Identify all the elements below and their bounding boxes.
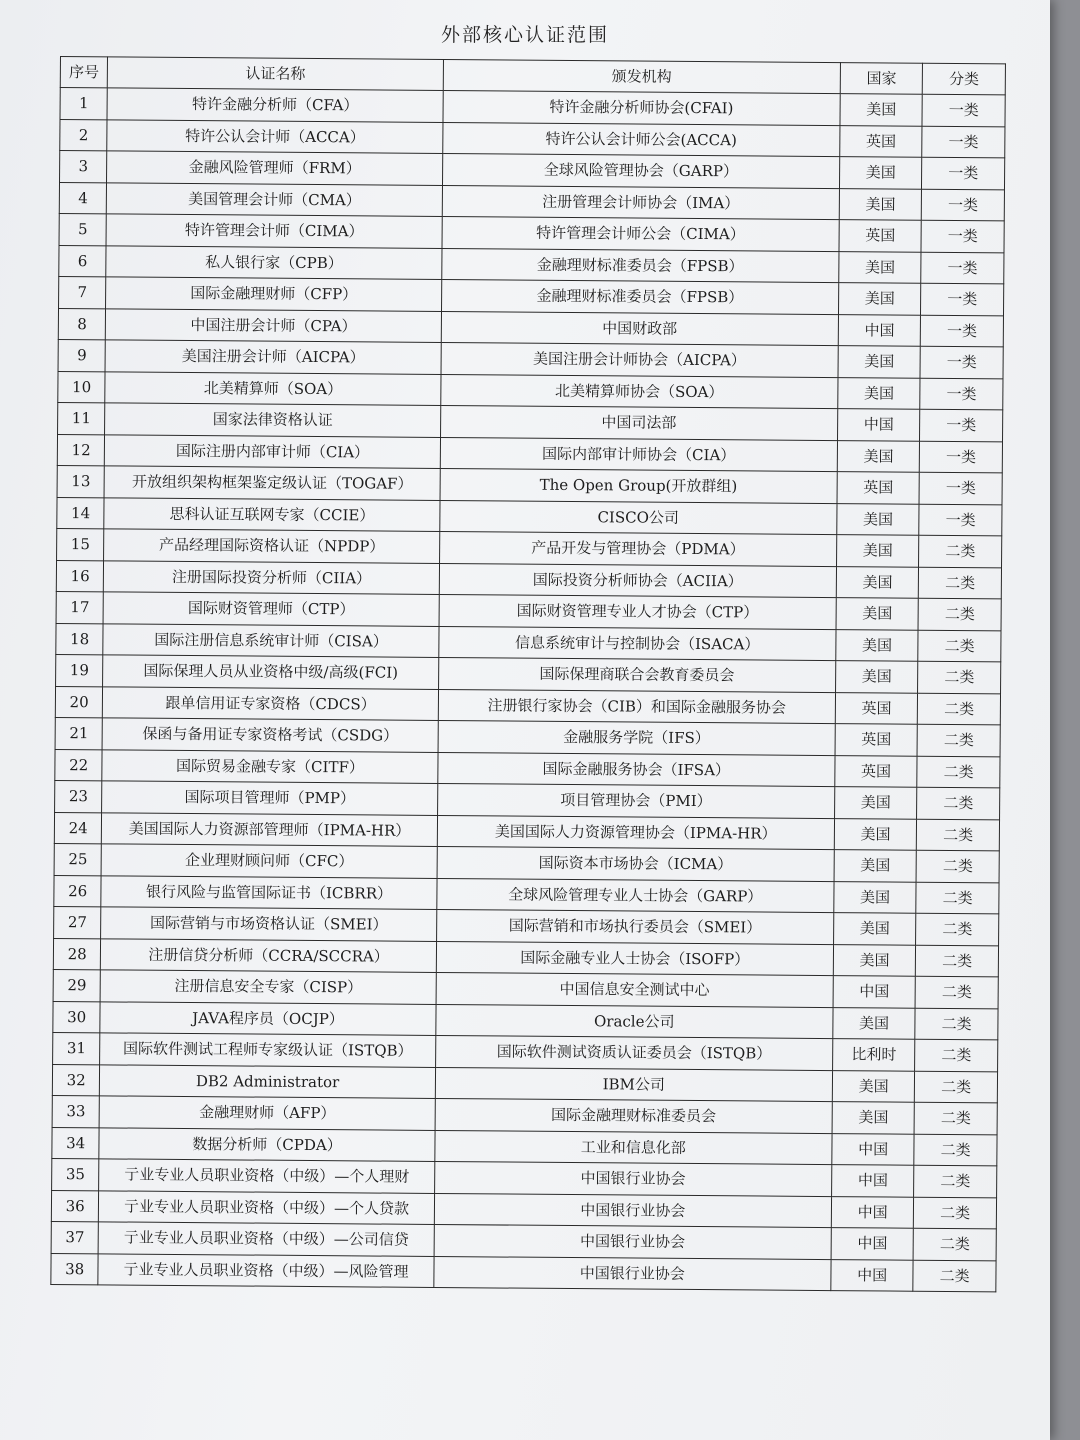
category: 二类 xyxy=(917,756,1000,788)
country: 英国 xyxy=(837,472,920,504)
cert-name: 美国国际人力资源部管理师（IPMA-HR） xyxy=(102,812,438,846)
cert-name: 跟单信用证专家资格（CDCS） xyxy=(103,686,439,720)
category: 二类 xyxy=(916,913,999,945)
country: 美国 xyxy=(838,377,921,409)
row-index: 10 xyxy=(58,371,106,403)
row-index: 18 xyxy=(56,623,104,655)
issuing-body: 中国银行业协会 xyxy=(434,1256,831,1291)
country: 美国 xyxy=(836,598,919,630)
category: 一类 xyxy=(921,252,1004,284)
cert-name: 国家法律资格认证 xyxy=(105,403,441,437)
country: 美国 xyxy=(839,157,922,189)
issuing-body: 北美精算师协会（SOA） xyxy=(441,374,838,409)
country: 美国 xyxy=(834,881,917,913)
country: 美国 xyxy=(839,188,922,220)
category: 二类 xyxy=(917,724,1000,756)
issuing-body: 特许金融分析师协会(CFAI) xyxy=(443,91,840,126)
cert-name: 特许金融分析师（CFA） xyxy=(107,88,443,122)
issuing-body: 金融理财标准委员会（FPSB） xyxy=(441,280,838,315)
issuing-body: 金融理财标准委员会（FPSB） xyxy=(441,248,838,283)
row-index: 17 xyxy=(56,591,104,623)
cert-name: 国际注册信息系统审计师（CISA） xyxy=(103,623,439,657)
table-row xyxy=(51,1253,996,1292)
cert-name: 国际金融理财师（CFP） xyxy=(106,277,442,311)
row-index: 7 xyxy=(59,276,107,308)
row-index: 31 xyxy=(53,1032,101,1064)
category: 二类 xyxy=(914,1134,997,1166)
country: 美国 xyxy=(835,661,918,693)
cert-name: 国际注册内部审计师（CIA） xyxy=(105,434,441,468)
category: 二类 xyxy=(916,945,999,977)
header-issuer: 颁发机构 xyxy=(443,60,840,94)
row-index: 21 xyxy=(55,717,103,749)
issuing-body: 中国银行业协会 xyxy=(434,1161,831,1196)
issuing-body: 特许管理会计师公会（CIMA） xyxy=(442,217,839,252)
issuing-body: 国际财资管理专业人才协会（CTP） xyxy=(439,594,836,629)
category: 二类 xyxy=(915,1102,998,1134)
country: 中国 xyxy=(831,1228,914,1260)
country: 美国 xyxy=(834,818,917,850)
cert-name: 金融风险管理师（FRM） xyxy=(107,151,443,185)
issuing-body: 特许公认会计师公会(ACCA) xyxy=(442,122,839,157)
category: 二类 xyxy=(919,535,1002,567)
country: 美国 xyxy=(837,503,920,535)
issuing-body: 产品开发与管理协会（PDMA） xyxy=(439,531,836,566)
country: 英国 xyxy=(839,220,922,252)
issuing-body: 国际投资分析师协会（ACIIA） xyxy=(439,563,836,598)
issuing-body: 国际金融服务协会（IFSA） xyxy=(438,752,835,787)
country: 美国 xyxy=(838,283,921,315)
issuing-body: 美国注册会计师协会（AICPA） xyxy=(441,343,838,378)
certification-table xyxy=(50,56,1006,1292)
issuing-body: 国际软件测试资质认证委员会（ISTQB） xyxy=(435,1035,832,1070)
row-index: 8 xyxy=(58,308,106,340)
issuing-body: 中国司法部 xyxy=(440,405,837,440)
country: 中国 xyxy=(831,1259,914,1291)
country: 比利时 xyxy=(832,1039,915,1071)
category: 二类 xyxy=(915,1008,998,1040)
category: 二类 xyxy=(915,1039,998,1071)
issuing-body: 中国信息安全测试中心 xyxy=(436,972,833,1007)
row-index: 32 xyxy=(52,1064,100,1096)
cert-name: 国际财资管理师（CTP） xyxy=(103,592,439,626)
row-index: 24 xyxy=(54,812,102,844)
issuing-body: IBM公司 xyxy=(435,1067,832,1102)
category: 二类 xyxy=(916,850,999,882)
country: 英国 xyxy=(835,724,918,756)
issuing-body: Oracle公司 xyxy=(436,1004,833,1039)
category: 二类 xyxy=(914,1165,997,1197)
row-index: 2 xyxy=(60,119,108,151)
row-index: 28 xyxy=(53,938,101,970)
country: 中国 xyxy=(838,314,921,346)
country: 美国 xyxy=(836,566,919,598)
category: 一类 xyxy=(922,189,1005,221)
header-cert-name: 认证名称 xyxy=(108,57,444,91)
cert-name: 亍业专业人员职业资格（中级）—公司信贷 xyxy=(99,1222,435,1256)
issuing-body: 注册管理会计师协会（IMA） xyxy=(442,185,839,220)
country: 美国 xyxy=(837,440,920,472)
issuing-body: 美国国际人力资源管理协会（IPMA-HR） xyxy=(437,815,834,850)
country: 美国 xyxy=(838,346,921,378)
issuing-body: 国际营销和市场执行委员会（SMEI） xyxy=(436,909,833,944)
category: 一类 xyxy=(920,378,1003,410)
issuing-body: 全球风险管理专业人士协会（GARP） xyxy=(437,878,834,913)
issuing-body: 工业和信息化部 xyxy=(435,1130,832,1165)
category: 一类 xyxy=(921,283,1004,315)
cert-name: 北美精算师（SOA） xyxy=(105,371,441,405)
category: 二类 xyxy=(919,567,1002,599)
category: 二类 xyxy=(918,630,1001,662)
cert-name: JAVA程序员（OCJP） xyxy=(100,1001,436,1035)
document-title: 外部核心认证范围 xyxy=(440,24,609,46)
cert-name: 国际保理人员从业资格中级/高级(FCI) xyxy=(103,655,439,689)
country: 美国 xyxy=(833,1007,916,1039)
category: 二类 xyxy=(917,819,1000,851)
category: 二类 xyxy=(918,661,1001,693)
category: 一类 xyxy=(922,94,1005,126)
cert-name: 银行风险与监管国际证书（ICBRR） xyxy=(101,875,437,909)
cert-name: 亍业专业人员职业资格（中级）—风险管理 xyxy=(98,1253,434,1287)
category: 二类 xyxy=(914,1197,997,1229)
cert-name: 美国注册会计师（AICPA） xyxy=(105,340,441,374)
category: 一类 xyxy=(920,346,1003,378)
category: 二类 xyxy=(913,1260,996,1292)
row-index: 27 xyxy=(54,906,102,938)
issuing-body: 中国银行业协会 xyxy=(434,1193,831,1228)
cert-name: 私人银行家（CPB） xyxy=(106,245,442,279)
issuing-body: 国际金融理财标准委员会 xyxy=(435,1098,832,1133)
row-index: 29 xyxy=(53,969,101,1001)
row-index: 13 xyxy=(57,465,105,497)
cert-name: 特许公认会计师（ACCA） xyxy=(107,119,443,153)
issuing-body: 项目管理协会（PMI） xyxy=(437,783,834,818)
category: 一类 xyxy=(920,441,1003,473)
country: 美国 xyxy=(834,850,917,882)
cert-name: 亍业专业人员职业资格（中级）—个人贷款 xyxy=(99,1190,435,1224)
row-index: 11 xyxy=(58,402,106,434)
country: 英国 xyxy=(835,692,918,724)
category: 一类 xyxy=(919,504,1002,536)
issuing-body: 注册银行家协会（CIB）和国际金融服务协会 xyxy=(438,689,835,724)
issuing-body: 中国财政部 xyxy=(441,311,838,346)
country: 美国 xyxy=(840,94,923,126)
category: 二类 xyxy=(917,787,1000,819)
issuing-body: 国际资本市场协会（ICMA） xyxy=(437,846,834,881)
category: 二类 xyxy=(918,693,1001,725)
category: 二类 xyxy=(916,882,999,914)
row-index: 12 xyxy=(57,434,105,466)
country: 美国 xyxy=(832,1070,915,1102)
row-index: 1 xyxy=(60,88,108,120)
country: 美国 xyxy=(833,944,916,976)
category: 一类 xyxy=(921,220,1004,252)
category: 一类 xyxy=(920,409,1003,441)
row-index: 6 xyxy=(59,245,107,277)
cert-name: 国际贸易金融专家（CITF） xyxy=(102,749,438,783)
country: 中国 xyxy=(833,976,916,1008)
row-index: 30 xyxy=(53,1001,101,1033)
country: 中国 xyxy=(831,1196,914,1228)
row-index: 26 xyxy=(54,875,102,907)
category: 一类 xyxy=(922,157,1005,189)
issuing-body: 国际保理商联合会教育委员会 xyxy=(438,657,835,692)
country: 中国 xyxy=(832,1133,915,1165)
row-index: 38 xyxy=(51,1253,99,1285)
cert-name: 产品经理国际资格认证（NPDP） xyxy=(104,529,440,563)
country: 美国 xyxy=(832,1102,915,1134)
country: 英国 xyxy=(835,755,918,787)
row-index: 16 xyxy=(56,560,104,592)
issuing-body: 金融服务学院（IFS） xyxy=(438,720,835,755)
issuing-body: 中国银行业协会 xyxy=(434,1224,831,1259)
row-index: 33 xyxy=(52,1095,100,1127)
row-index: 20 xyxy=(55,686,103,718)
category: 一类 xyxy=(921,315,1004,347)
row-index: 22 xyxy=(55,749,103,781)
row-index: 14 xyxy=(57,497,105,529)
header-index: 序号 xyxy=(60,57,108,88)
cert-name: 注册信息安全专家（CISP） xyxy=(101,970,437,1004)
row-index: 35 xyxy=(52,1158,100,1190)
row-index: 36 xyxy=(51,1190,99,1222)
category: 一类 xyxy=(922,126,1005,158)
cert-name: 数据分析师（CPDA） xyxy=(99,1127,435,1161)
category: 二类 xyxy=(914,1228,997,1260)
cert-name: 中国注册会计师（CPA） xyxy=(106,308,442,342)
header-country: 国家 xyxy=(840,63,923,95)
row-index: 15 xyxy=(57,528,105,560)
cert-name: 美国管理会计师（CMA） xyxy=(107,182,443,216)
cert-name: 金融理财师（AFP） xyxy=(100,1096,436,1130)
row-index: 3 xyxy=(60,151,108,183)
cert-name: 国际软件测试工程师专家级认证（ISTQB） xyxy=(100,1033,436,1067)
issuing-body: 国际金融专业人士协会（ISOFP） xyxy=(436,941,833,976)
country: 美国 xyxy=(836,629,919,661)
row-index: 5 xyxy=(59,213,107,245)
issuing-body: The Open Group(开放群组) xyxy=(440,468,837,503)
cert-name: 思科认证互联网专家（CCIE） xyxy=(104,497,440,531)
row-index: 25 xyxy=(54,843,102,875)
row-index: 4 xyxy=(59,182,107,214)
country: 美国 xyxy=(834,787,917,819)
cert-name: 国际营销与市场资格认证（SMEI） xyxy=(101,907,437,941)
row-index: 9 xyxy=(58,339,106,371)
cert-name: 开放组织架构框架鉴定级认证（TOGAF） xyxy=(104,466,440,500)
cert-name: 国际项目管理师（PMP） xyxy=(102,781,438,815)
table-body xyxy=(51,88,1005,1292)
cert-name: 亍业专业人员职业资格（中级）—个人理财 xyxy=(99,1159,435,1193)
header-category: 分类 xyxy=(923,63,1006,95)
category: 二类 xyxy=(916,976,999,1008)
issuing-body: CISCO公司 xyxy=(440,500,837,535)
country: 中国 xyxy=(837,409,920,441)
row-index: 19 xyxy=(56,654,104,686)
row-index: 37 xyxy=(51,1221,99,1253)
country: 中国 xyxy=(831,1165,914,1197)
country: 美国 xyxy=(836,535,919,567)
cert-name: DB2 Administrator xyxy=(100,1064,436,1098)
category: 二类 xyxy=(915,1071,998,1103)
category: 一类 xyxy=(919,472,1002,504)
country: 美国 xyxy=(833,913,916,945)
country: 英国 xyxy=(840,125,923,157)
row-index: 23 xyxy=(55,780,103,812)
country: 美国 xyxy=(839,251,922,283)
category: 二类 xyxy=(918,598,1001,630)
row-index: 34 xyxy=(52,1127,100,1159)
cert-name: 企业理财顾问师（CFC） xyxy=(102,844,438,878)
cert-name: 保函与备用证专家资格考试（CSDG） xyxy=(103,718,439,752)
issuing-body: 信息系统审计与控制协会（ISACA） xyxy=(439,626,836,661)
cert-name: 注册信贷分析师（CCRA/SCCRA） xyxy=(101,938,437,972)
cert-name: 特许管理会计师（CIMA） xyxy=(106,214,442,248)
issuing-body: 国际内部审计师协会（CIA） xyxy=(440,437,837,472)
cert-name: 注册国际投资分析师（CIIA） xyxy=(104,560,440,594)
issuing-body: 全球风险管理协会（GARP） xyxy=(442,154,839,189)
